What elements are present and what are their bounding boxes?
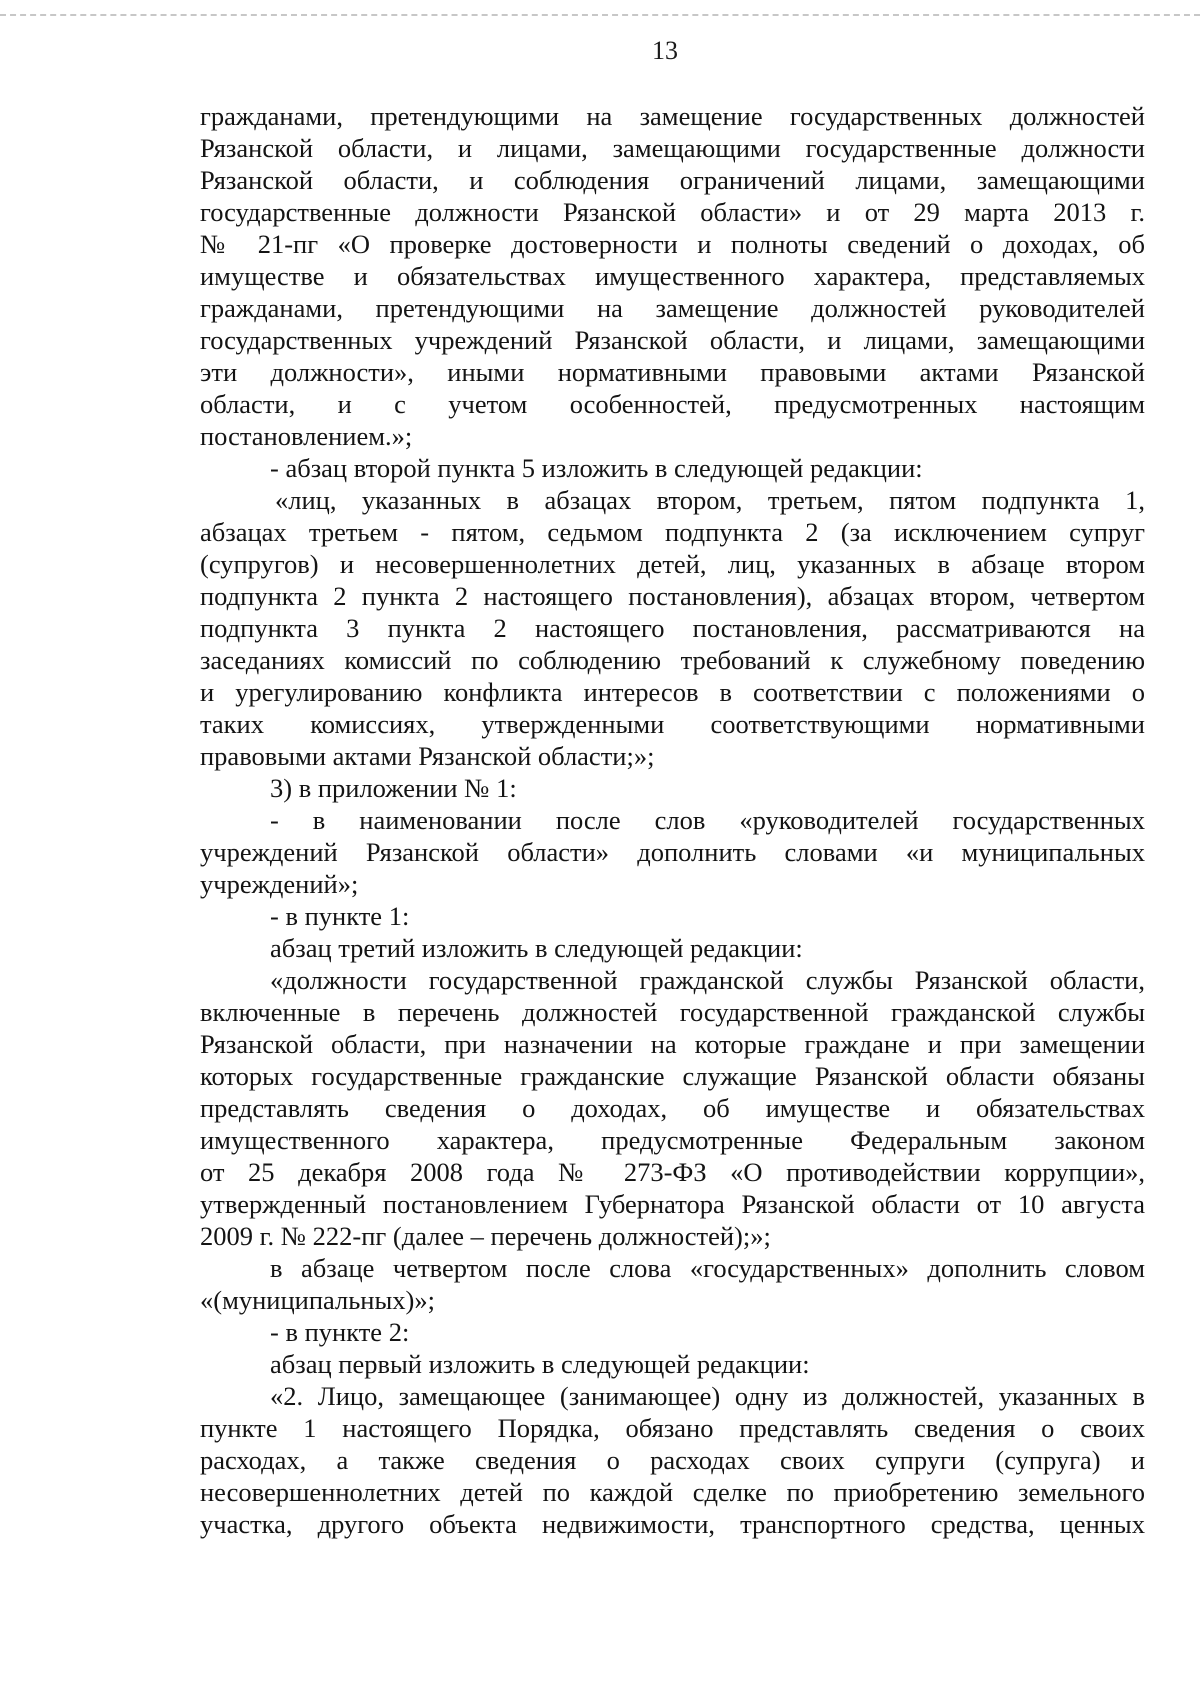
text-line: «лиц, указанных в абзацах втором, третьем, пятом подпункта 1, (275, 485, 1145, 515)
text-line: несовершеннолетних детей по каждой сделке по приобретению земельного (200, 1477, 1145, 1507)
text-line: области, и с учетом особенностей, предусмотренных настоящим (200, 389, 1145, 419)
text-line: подпункта 2 пункта 2 настоящего постановления), абзацах втором, четвертом (200, 581, 1145, 611)
text-line: абзац третий изложить в следующей редакции: (270, 933, 803, 963)
text-line: имущественного характера, предусмотренные Федеральным законом (200, 1125, 1145, 1155)
text-line: Рязанской области, и соблюдения ограничений лицами, замещающими (200, 165, 1145, 195)
text-line: - абзац второй пункта 5 изложить в следующей редакции: (270, 453, 923, 483)
text-line: и урегулированию конфликта интересов в соответствии с положениями о (200, 677, 1145, 707)
page-number: 13 (652, 36, 678, 65)
body-text (200, 100, 1145, 1540)
text-line: (супругов) и несовершеннолетних детей, лиц, указанных в абзаце втором (200, 549, 1145, 579)
text-line: имуществе и обязательствах имущественного характера, представляемых (200, 261, 1145, 291)
text-line: подпункта 3 пункта 2 настоящего постановления, рассматриваются на (200, 613, 1145, 643)
text-line: «2. Лицо, замещающее (занимающее) одну из должностей, указанных в (270, 1381, 1145, 1411)
text-line: абзац первый изложить в следующей редакции: (270, 1349, 810, 1379)
text-line: включенные в перечень должностей государственной гражданской службы (200, 997, 1145, 1027)
text-line: № 21-пг «О проверке достоверности и полноты сведений о доходах, об (200, 229, 1145, 259)
text-line: учреждений Рязанской области» дополнить словами «и муниципальных (200, 837, 1145, 867)
text-line: 3) в приложении № 1: (270, 773, 517, 803)
text-line: 2009 г. № 222-пг (далее – перечень должностей);»; (200, 1221, 771, 1251)
text-line: - в наименовании после слов «руководителей государственных (270, 805, 1145, 835)
text-line: которых государственные гражданские служащие Рязанской области обязаны (200, 1061, 1145, 1091)
text-line: государственных учреждений Рязанской области, и лицами, замещающими (200, 325, 1145, 355)
text-line: расходах, а также сведения о расходах своих супруги (супруга) и (200, 1445, 1145, 1475)
text-line: Рязанской области, при назначении на которые граждане и при замещении (200, 1029, 1145, 1059)
scan-border-line (0, 14, 1200, 16)
text-line: постановлением.»; (200, 421, 413, 451)
text-line: представлять сведения о доходах, об имуществе и обязательствах (200, 1093, 1145, 1123)
text-line: гражданами, претендующими на замещение государственных должностей (200, 101, 1145, 131)
text-line: «должности государственной гражданской службы Рязанской области, (270, 965, 1145, 995)
text-line: участка, другого объекта недвижимости, транспортного средства, ценных (200, 1509, 1145, 1539)
text-line: гражданами, претендующими на замещение должностей руководителей (200, 293, 1145, 323)
text-line: - в пункте 2: (270, 1317, 410, 1347)
text-line: абзацах третьем - пятом, седьмом подпункта 2 (за исключением супруг (200, 517, 1145, 547)
text-line: учреждений»; (200, 869, 359, 899)
text-line: эти должности», иными нормативными правовыми актами Рязанской (200, 357, 1145, 387)
text-line: государственные должности Рязанской области» и от 29 марта 2013 г. (200, 197, 1145, 227)
text-line: от 25 декабря 2008 года № 273-ФЗ «О противодействии коррупции», (200, 1157, 1145, 1187)
text-line: таких комиссиях, утвержденными соответствующими нормативными (200, 709, 1145, 739)
text-line: утвержденный постановлением Губернатора Рязанской области от 10 августа (200, 1189, 1145, 1219)
text-line: в абзаце четвертом после слова «государственных» дополнить словом (270, 1253, 1145, 1283)
text-line: Рязанской области, и лицами, замещающими государственные должности (200, 133, 1145, 163)
text-line: «(муниципальных)»; (200, 1285, 435, 1315)
text-line: пункте 1 настоящего Порядка, обязано представлять сведения о своих (200, 1413, 1145, 1443)
text-line: правовыми актами Рязанской области;»; (200, 741, 655, 771)
text-line: заседаниях комиссий по соблюдению требований к служебному поведению (200, 645, 1145, 675)
text-line: - в пункте 1: (270, 901, 410, 931)
